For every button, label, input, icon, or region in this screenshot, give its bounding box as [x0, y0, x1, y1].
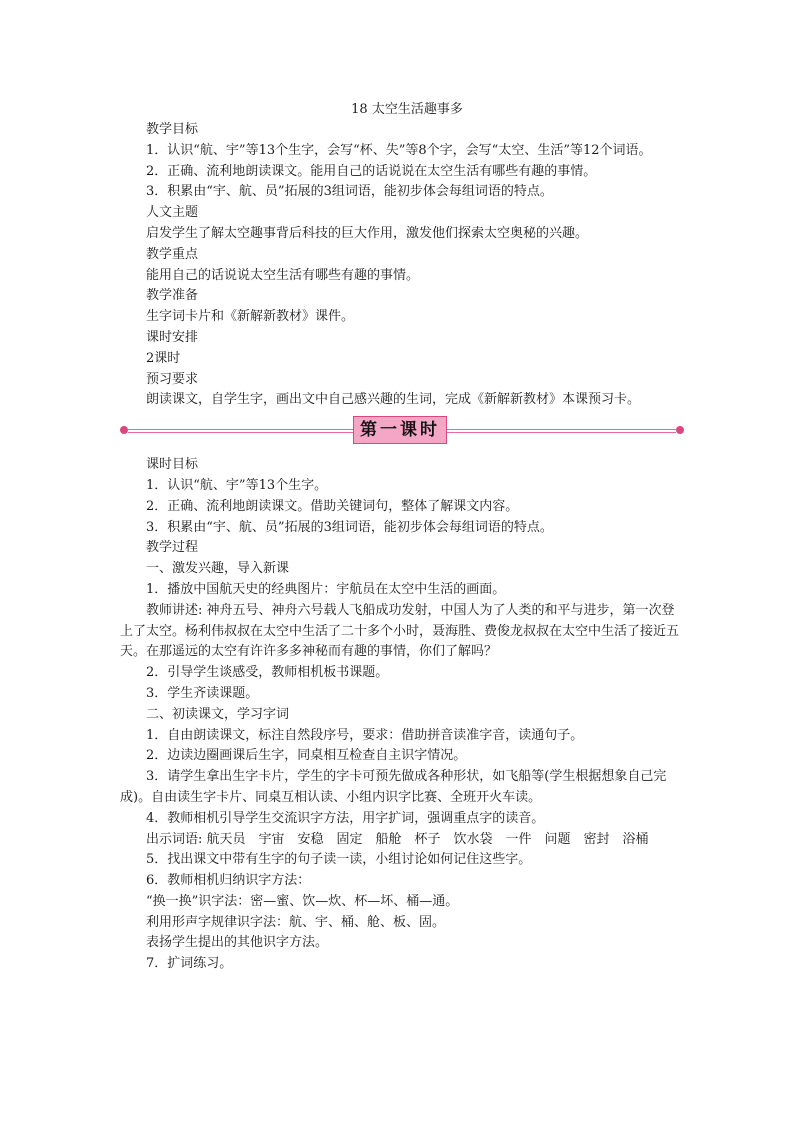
paragraph: 2．边读边圈画课后生字，同桌相互检查自主识字情况。 — [146, 748, 467, 764]
paragraph: 7．扩词练习。 — [146, 956, 233, 972]
paragraph: 朗读课文，自学生字，画出文中自己感兴趣的生词，完成《新解新教材》本课预习卡。 — [146, 392, 641, 408]
paragraph: 5．找出课文中带有生字的句子读一读，小组讨论如何记住这些字。 — [146, 852, 532, 868]
paragraph: 教师讲述: 神舟五号、神舟六号载人飞船成功发射，中国人为了人类的和平与进步，第一次登上了太空。杨利伟叔叔在太空中生活了二十多个小时，聂海胜、费俊龙叔叔在太空中生活了接近五天。在那遥远的太空有许许多多神秘而有趣的事情，你们了解吗？ — [120, 602, 680, 660]
paragraph: 出示词语: 航天员 宇宙 安稳 固定 船舱 杯子 饮水袋 一件 问题 密封 浴桶 — [146, 831, 649, 847]
lesson-divider — [118, 415, 682, 445]
lesson-title: 18 太空生活趣事多 — [351, 102, 463, 117]
paragraph: 利用形声字规律识字法：航、宇、桶、舱、板、固。 — [146, 914, 446, 930]
paragraph: 2．正确、流利地朗读课文。借助关键词句，整体了解课文内容。 — [146, 498, 519, 514]
paragraph: 3．积累由“宇、航、员”拓展的3组词语，能初步体会每组词语的特点。 — [146, 519, 553, 535]
section-heading: 教学准备 — [146, 288, 199, 304]
paragraph: 表扬学生提出的其他识字方法。 — [146, 935, 329, 951]
paragraph: 2课时 — [146, 350, 181, 366]
divider-dot-right — [676, 426, 684, 434]
paragraph: 6．教师相机归纳识字方法： — [146, 873, 311, 889]
section-heading: 教学过程 — [146, 540, 199, 556]
first-lesson-section — [120, 455, 680, 975]
lesson-plan-section — [120, 120, 680, 411]
section-heading: 预习要求 — [146, 371, 199, 387]
paragraph: 1．自由朗读课文，标注自然段序号，要求：借助拼音读准字音，读通句子。 — [146, 727, 584, 743]
paragraph: 3．学生齐读课题。 — [146, 685, 259, 701]
paragraph: 生字词卡片和《新解新教材》课件。 — [146, 309, 355, 325]
document-body — [120, 100, 680, 975]
section-heading: 课时安排 — [146, 329, 199, 345]
paragraph: 能用自己的话说说太空生活有哪些有趣的事情。 — [146, 267, 420, 283]
section-heading: 人文主题 — [146, 205, 199, 221]
paragraph: 3．请学生拿出生字卡片，学生的字卡可预先做成各种形状，如飞船等(学生根据想象自己完成)。自由读生字卡片、同桌互相认读、小组内识字比赛、全班开火车读。 — [120, 769, 667, 805]
divider-label: 第一课时 — [353, 416, 447, 444]
paragraph: 3．积累由“宇、航、员”拓展的3组词语，能初步体会每组词语的特点。 — [146, 184, 553, 200]
paragraph: 2．正确、流利地朗读课文。能用自己的话说说在太空生活有哪些有趣的事情。 — [146, 163, 597, 179]
section-heading: 教学重点 — [146, 246, 199, 262]
paragraph: 2．引导学生谈感受，教师相机板书课题。 — [146, 665, 389, 681]
section-heading: 教学目标 — [146, 122, 199, 137]
paragraph: 启发学生了解太空趣事背后科技的巨大作用，激发他们探索太空奥秘的兴趣。 — [146, 225, 589, 241]
paragraph: 二、初读课文，学习字词 — [146, 706, 290, 722]
section-heading: 课时目标 — [146, 457, 199, 473]
paragraph: 一、激发兴趣，导入新课 — [146, 561, 290, 577]
paragraph: 4．教师相机引导学生交流识字方法，用字扩词，强调重点字的读音。 — [146, 810, 545, 826]
paragraph: 1．认识“航、宇”等13个生字，会写“杯、失”等8个字，会写“太空、生活”等12个词语。 — [146, 142, 652, 158]
paragraph: “换一换”识字法：密—蜜、饮—炊、杯—坏、桶—通。 — [146, 893, 459, 909]
paragraph: 1．认识“航、宇”等13个生字。 — [146, 477, 328, 493]
paragraph: 1．播放中国航天史的经典图片：宇航员在太空中生活的画面。 — [146, 581, 506, 597]
divider-dot-left — [120, 426, 128, 434]
